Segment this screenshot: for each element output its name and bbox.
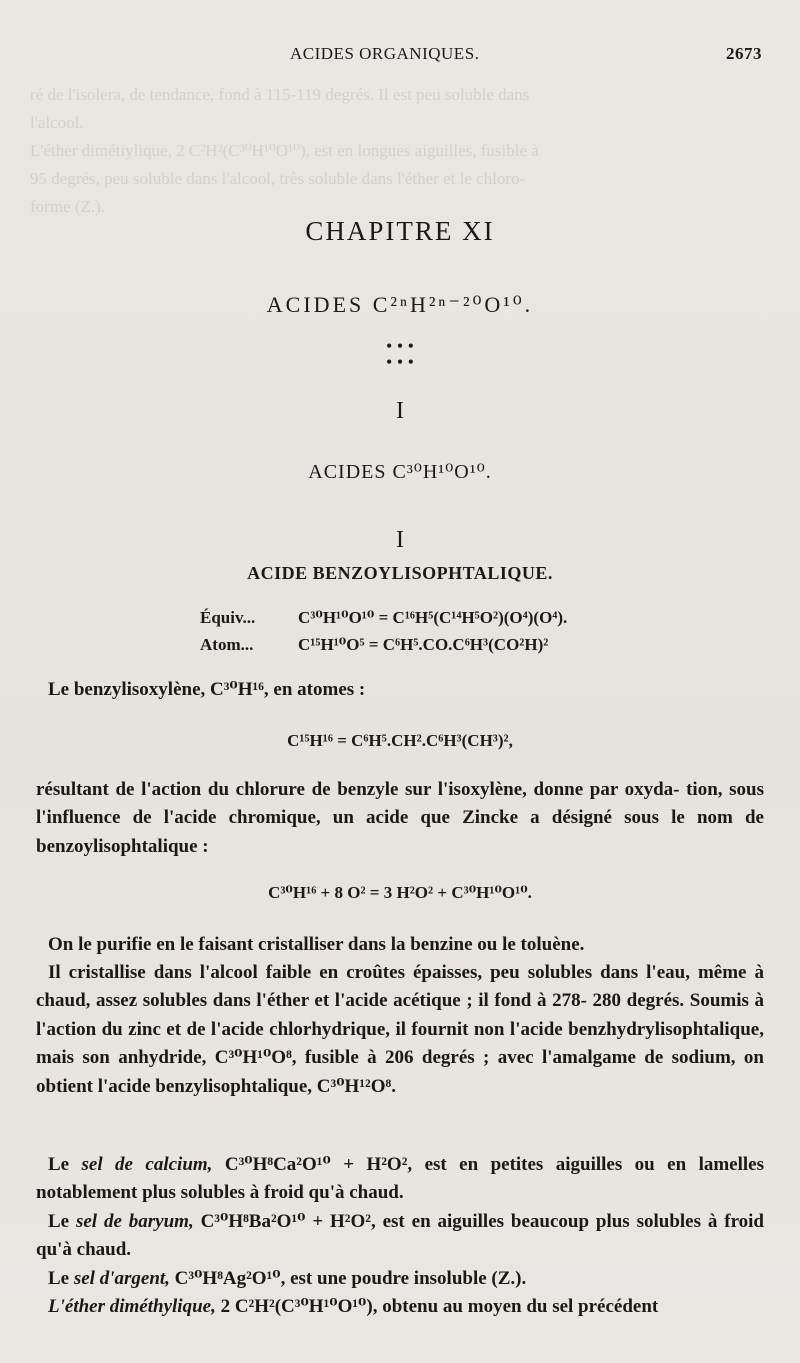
text: C³⁰H⁸Ba²O¹⁰ + H²O², est en aiguilles beaucoup plus solubles à froid qu'à chaud. (36, 1211, 765, 1261)
running-title: ACIDES ORGANIQUES. (290, 44, 480, 63)
roman-numeral: I (396, 398, 404, 424)
chapter-heading: CHAPITRE XI (305, 216, 495, 246)
bleed-through-line: ré de l'isolera, de tendance, fond à 115-119 degrés. Il est peu soluble dans (30, 85, 530, 104)
ether-name: L'éther diméthylique, (48, 1296, 216, 1317)
formula-reaction: C³⁰H¹⁶ + 8 O² = 3 H²O² + C³⁰H¹⁰O¹⁰. (268, 883, 532, 902)
text: Le (48, 1154, 82, 1175)
text: Le (48, 1211, 76, 1232)
ornament-dots (0, 338, 800, 370)
paragraph-properties: Il cristallise dans l'alcool faible en croûtes épaisses, peu solubles dans l'eau, même à chaud, assez solubles dans l'éther et l'acide acétique ; il fond à 278- 280 degrés. Soumis à l'action du zinc et de l'acide chlorhydrique, il fournit non l'acide benzhydrylisophtalique, mais son anhydride, C³⁰H¹⁰O⁸, fusible à 206 degrés ; avec l'amalgame de sodium, on obtient l'acide benzylisophtalique, C³⁰H¹²O⁸. (36, 962, 764, 1097)
compound-heading: ACIDE BENZOYLISOPHTALIQUE. (247, 563, 553, 583)
formula-label: Atom... (200, 635, 254, 654)
formula-benzylisoxylene: C¹⁵H¹⁶ = C⁶H⁵.CH².C⁶H³(CH³)², (287, 731, 513, 750)
bleed-through-line: l'alcool. (30, 113, 84, 132)
paragraph-ether (36, 1293, 764, 1321)
bleed-through-line: 95 degrés, peu soluble dans l'alcool, très soluble dans l'éther et le chloro- (30, 169, 526, 188)
section-heading: ACIDES C²ⁿH²ⁿ⁻²⁰O¹⁰. (266, 292, 534, 317)
formula-text: C³⁰H¹⁰O¹⁰ = C¹⁶H⁵(C¹⁴H⁵O²)(O⁴)(O⁴). (298, 608, 568, 627)
text: C³⁰H⁸Ag²O¹⁰, est une poudre insoluble (Z.). (169, 1268, 527, 1289)
roman-numeral: I (396, 527, 404, 553)
paragraph-calcium-salt (36, 1151, 764, 1208)
dot-row: • • • (386, 336, 414, 356)
text: C³⁰H⁸Ca²O¹⁰ + H²O², est en petites aiguilles ou en lamelles notablement plus solubles à froid qu'à chaud. (36, 1154, 765, 1204)
dot-row: • • • (386, 352, 414, 372)
formula-atom (200, 631, 548, 658)
formula-label: Équiv... (200, 608, 256, 627)
formula-text: C¹⁵H¹⁰O⁵ = C⁶H⁵.CO.C⁶H³(CO²H)² (298, 635, 549, 654)
running-head (0, 44, 800, 68)
paragraph-argent-salt (36, 1265, 764, 1293)
formula-equiv (200, 604, 567, 631)
bleed-through-line: forme (Z.). (30, 197, 106, 216)
paragraph-intro: Le benzylisoxylène, C³⁰H¹⁶, en atomes : (48, 679, 366, 700)
subsection-heading: ACIDES C³⁰H¹⁰O¹⁰. (308, 461, 492, 483)
text: Le (48, 1268, 74, 1289)
paragraph-oxidation: résultant de l'action du chlorure de benzyle sur l'isoxylène, donne par oxyda- tion, sous l'influence de l'acide chromique, un acide que Zincke a désigné sous le nom de benzoylisophtalique : (36, 779, 764, 857)
salt-name: sel de calcium, (81, 1154, 213, 1175)
paragraph-purification: On le purifie en le faisant cristalliser dans la benzine ou le toluène. (48, 934, 585, 955)
paragraph-baryum-salt (36, 1208, 764, 1265)
text: 2 C²H²(C³⁰H¹⁰O¹⁰), obtenu au moyen du sel précédent (215, 1296, 659, 1317)
salt-name: sel d'argent, (73, 1268, 170, 1289)
salt-name: sel de baryum, (75, 1211, 194, 1232)
page-number: 2673 (726, 44, 762, 63)
bleed-through-line: L'éther dimétiylique, 2 C²H²(C³⁰H¹⁰O¹⁰), est en longues aiguilles, fusible à (30, 141, 539, 160)
